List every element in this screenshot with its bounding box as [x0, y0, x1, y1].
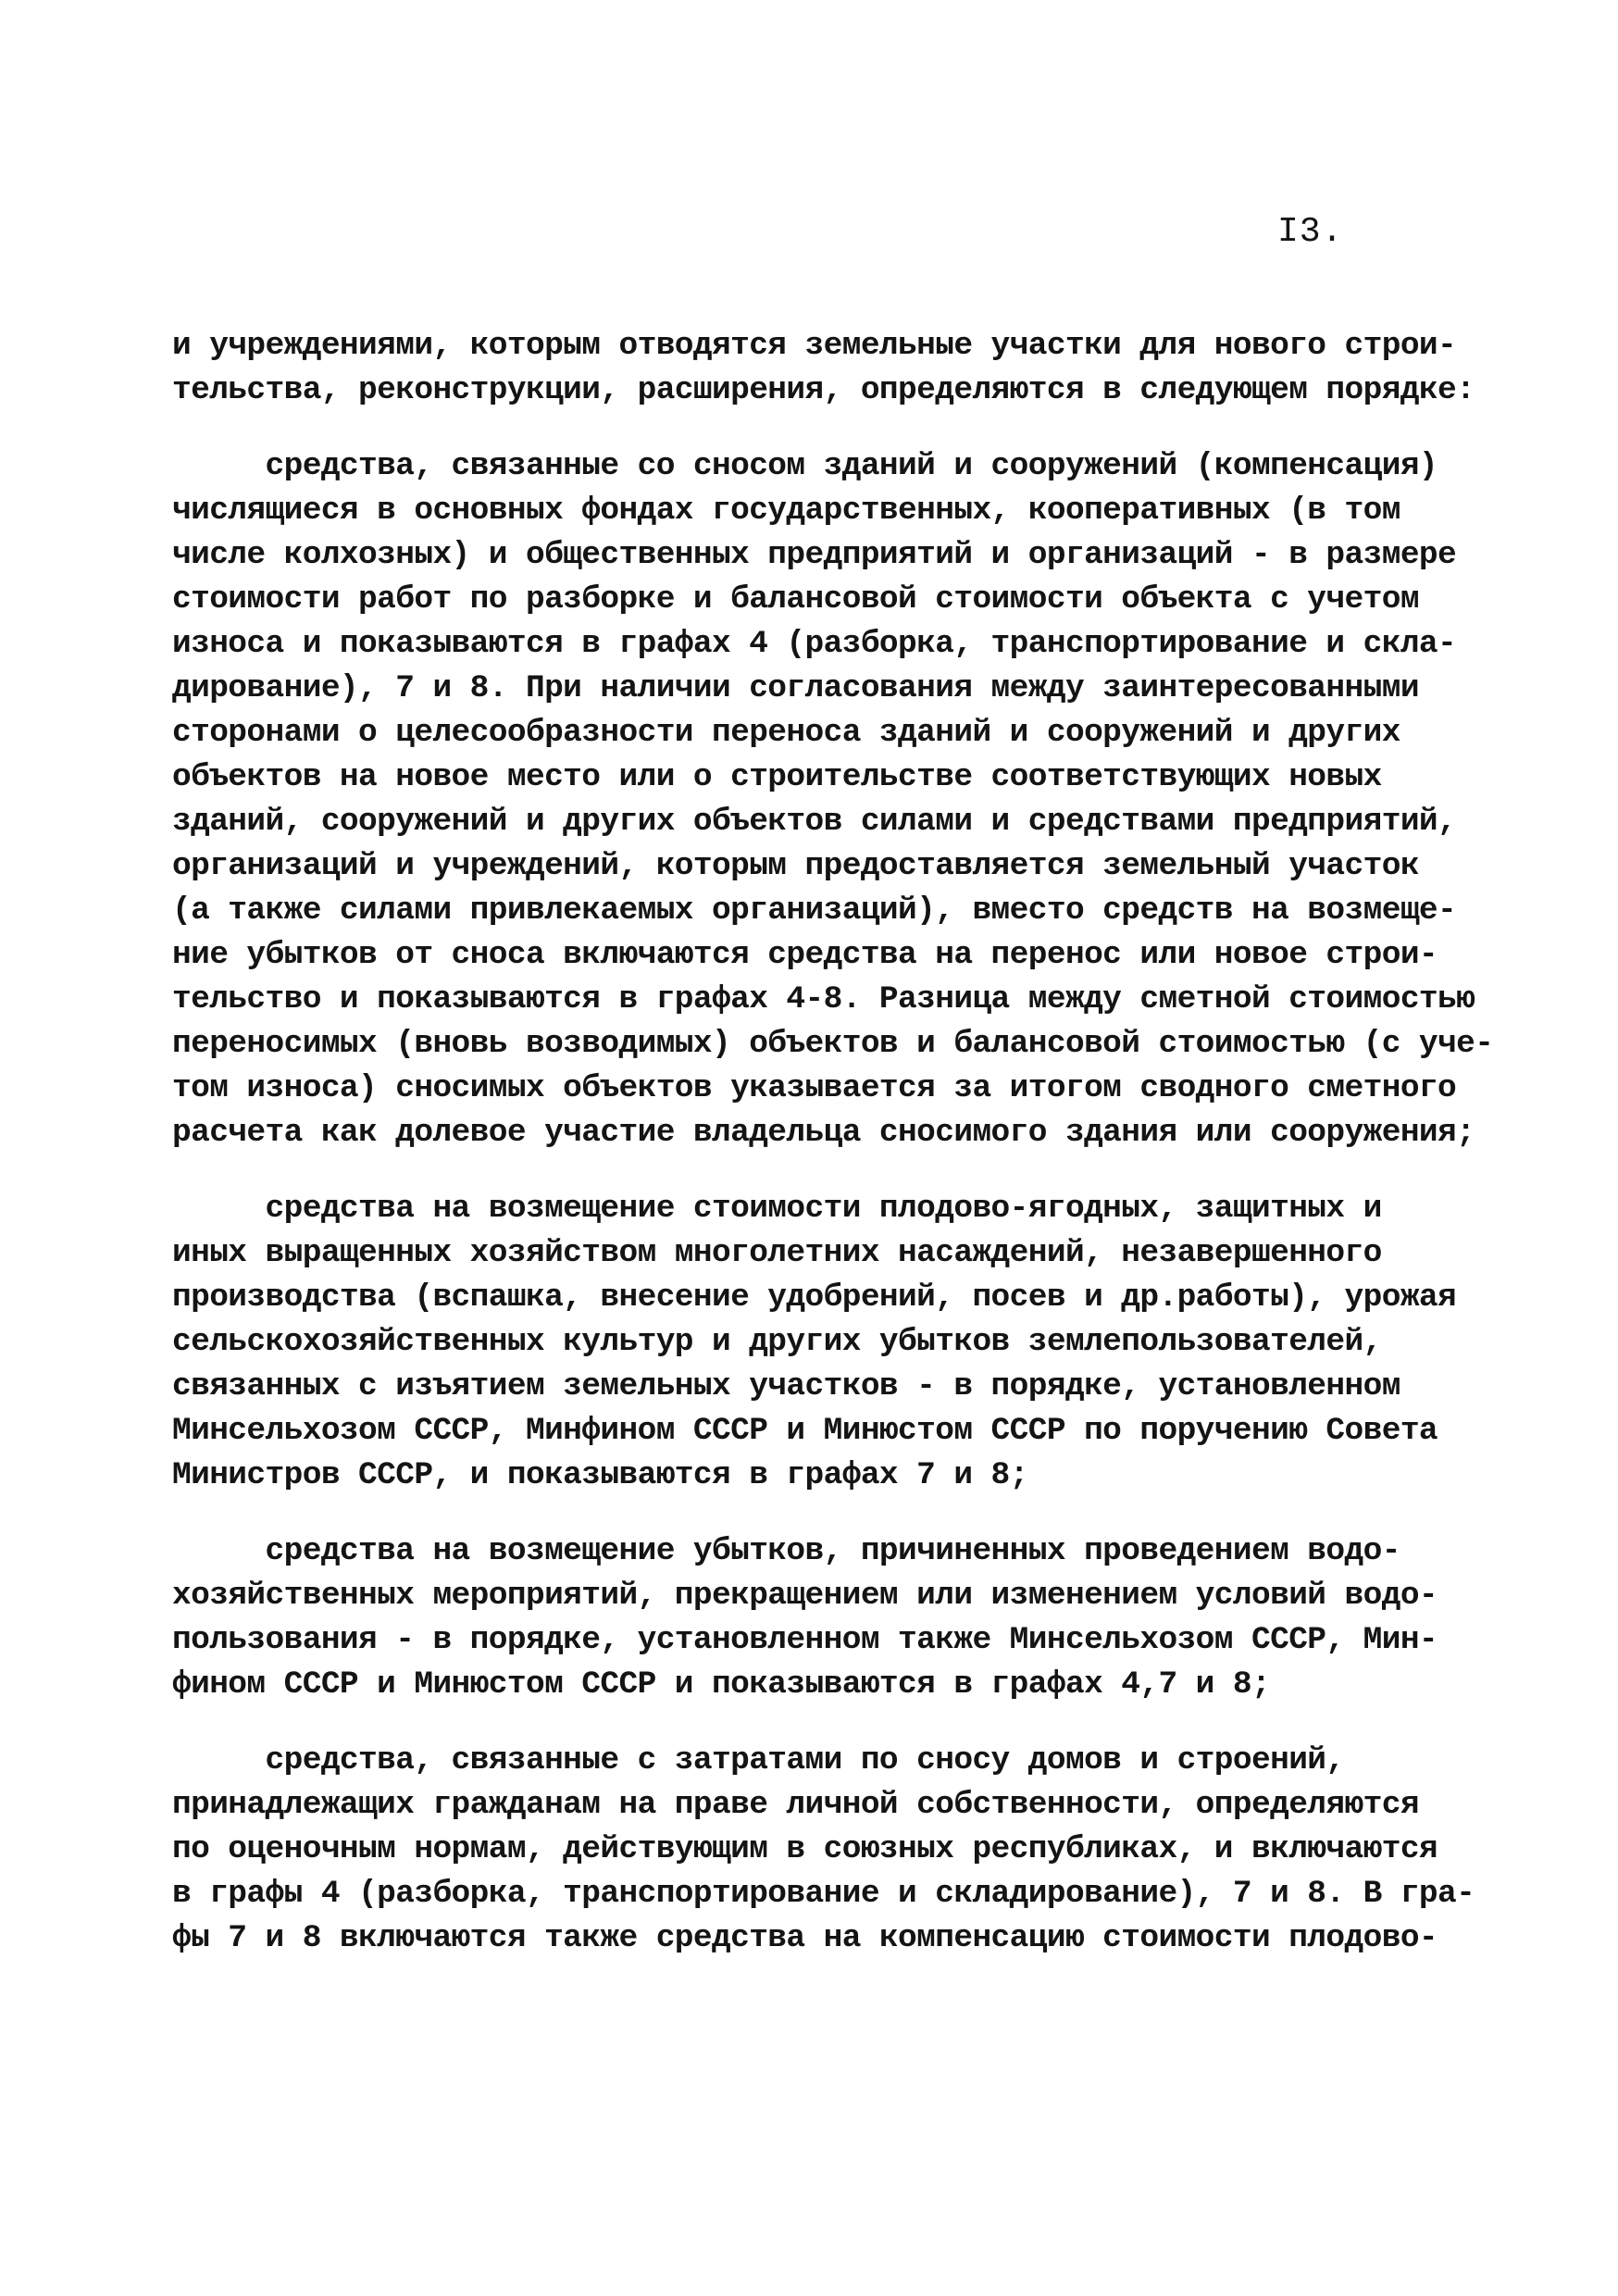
text-line: числе колхозных) и общественных предприятий и организаций - в размере — [172, 537, 1457, 573]
text-line: средства, связанные со сносом зданий и сооружений (компенсация) — [172, 448, 1438, 484]
paragraph-spacer — [172, 1707, 1450, 1739]
body-text — [172, 324, 1494, 1961]
paragraph-private-houses — [172, 1739, 1475, 1961]
text-line: расчета как долевое участие владельца сносимого здания или сооружения; — [172, 1115, 1475, 1151]
text-line: пользования - в порядке, установленном также Минсельхозом СССР, Мин- — [172, 1622, 1438, 1658]
text-line: производства (вспашка, внесение удобрений, посев и др.работы), урожая — [172, 1279, 1457, 1316]
text-line: фы 7 и 8 включаются также средства на компенсацию стоимости плодово- — [172, 1920, 1438, 1956]
text-line: дирование), 7 и 8. При наличии согласования между заинтересованными — [172, 670, 1419, 706]
text-line: зданий, сооружений и других объектов силами и средствами предприятий, — [172, 804, 1457, 840]
text-line: стоимости работ по разборке и балансовой стоимости объекта с учетом — [172, 581, 1419, 618]
text-line: по оценочным нормам, действующим в союзных республиках, и включаются — [172, 1831, 1438, 1867]
text-line: принадлежащих гражданам на праве личной собственности, определяются — [172, 1787, 1419, 1823]
paragraph-plantings — [172, 1187, 1457, 1498]
text-line: Министров СССР, и показываются в графах 7 и 8; — [172, 1457, 1028, 1493]
paragraph-spacer — [172, 413, 1450, 444]
text-line: сельскохозяйственных культур и других убытков землепользователей, — [172, 1324, 1382, 1360]
text-line: в графы 4 (разборка, транспортирование и складирование), 7 и 8. В гра- — [172, 1876, 1475, 1912]
text-line: числящиеся в основных фондах государственных, кооперативных (в том — [172, 493, 1400, 529]
text-line: фином СССР и Минюстом СССР и показываются в графах 4,7 и 8; — [172, 1666, 1271, 1703]
paragraph-spacer — [172, 1498, 1450, 1529]
text-line: средства, связанные с затратами по сносу домов и строений, — [172, 1742, 1345, 1778]
text-line: связанных с изъятием земельных участков - в порядке, установленном — [172, 1368, 1400, 1404]
text-line: средства на возмещение убытков, причиненных проведением водо- — [172, 1533, 1400, 1569]
paragraph-demolition — [172, 444, 1494, 1155]
paragraph-spacer — [172, 1155, 1450, 1187]
text-line: том износа) сносимых объектов указывается за итогом сводного сметного — [172, 1070, 1457, 1106]
paragraph-water-management — [172, 1529, 1450, 1707]
text-line: (а также силами привлекаемых организаций), вместо средств на возмеще- — [172, 892, 1457, 929]
text-line: и учреждениями, которым отводятся земельные участки для нового строи- — [172, 328, 1457, 364]
text-line: хозяйственных мероприятий, прекращением или изменением условий водо- — [172, 1578, 1438, 1614]
paragraph-intro — [172, 324, 1475, 413]
text-line: Минсельхозом СССР, Минфином СССР и Минюстом СССР по поручению Совета — [172, 1413, 1438, 1449]
text-line: сторонами о целесообразности переноса зданий и сооружений и других — [172, 715, 1400, 751]
text-line: переносимых (вновь возводимых) объектов и балансовой стоимостью (с уче- — [172, 1026, 1494, 1062]
text-line: тельства, реконструкции, расширения, определяются в следующем порядке: — [172, 372, 1475, 408]
text-line: износа и показываются в графах 4 (разборка, транспортирование и скла- — [172, 626, 1457, 662]
text-line: тельство и показываются в графах 4-8. Разница между сметной стоимостью — [172, 981, 1475, 1017]
text-line: объектов на новое место или о строительстве соответствующих новых — [172, 759, 1382, 795]
page-number: I3. — [1277, 212, 1344, 252]
text-line: иных выращенных хозяйством многолетних насаждений, незавершенного — [172, 1235, 1382, 1271]
text-line: ние убытков от сноса включаются средства на перенос или новое строи- — [172, 937, 1438, 973]
text-line: средства на возмещение стоимости плодово-ягодных, защитных и — [172, 1191, 1382, 1227]
text-line: организаций и учреждений, которым предоставляется земельный участок — [172, 848, 1419, 884]
